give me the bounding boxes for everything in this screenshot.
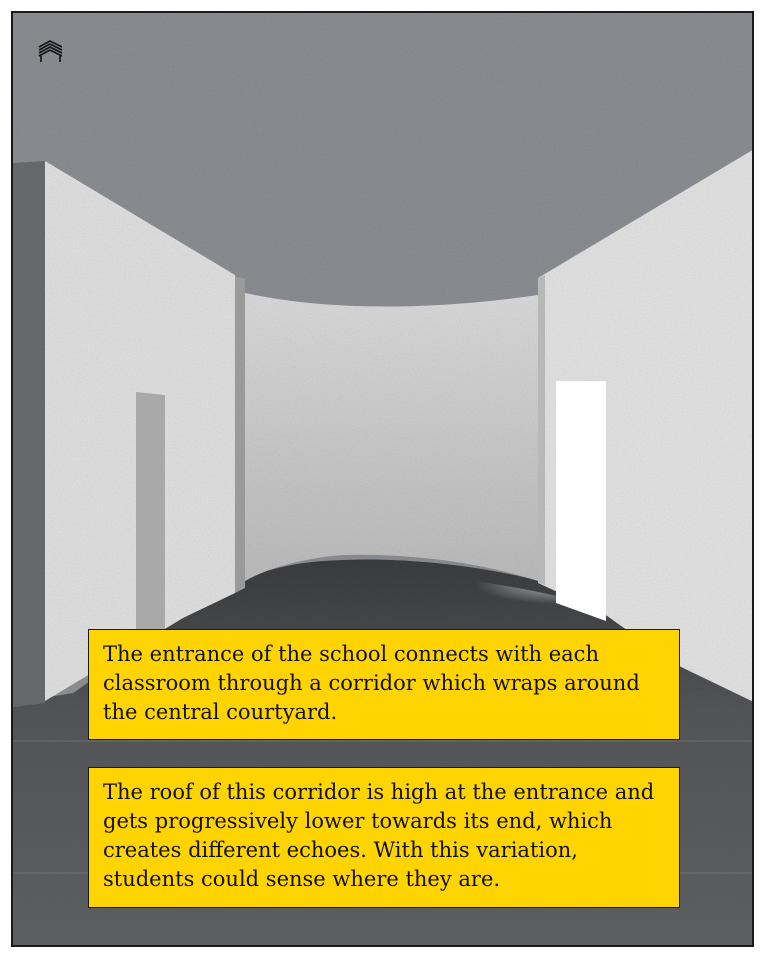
left-doorway — [136, 392, 165, 641]
caption-box — [88, 767, 680, 908]
right-wall-shadow — [538, 275, 545, 585]
caption-text: The roof of this corridor is high at the entrance and gets progressively lower towards its end, which creates different echoes. With this variation, students could sense where they are. — [103, 780, 655, 891]
left-pillar — [235, 276, 245, 593]
caption-box — [88, 629, 680, 740]
left-wall-edge — [13, 161, 45, 707]
caption-text: The entrance of the school connects with each classroom through a corridor which wraps around the central courtyard. — [103, 642, 640, 724]
right-doorway — [556, 381, 606, 621]
bench-icon — [36, 39, 64, 65]
back-wall — [245, 293, 538, 581]
